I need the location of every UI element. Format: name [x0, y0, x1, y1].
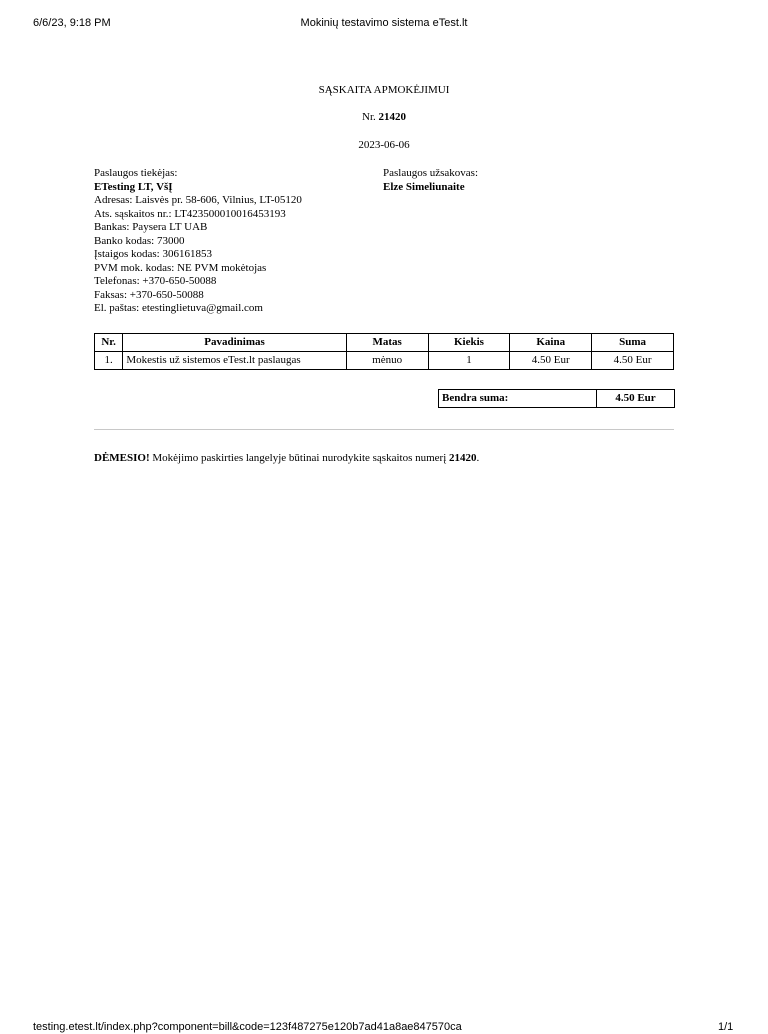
items-table-header: [95, 334, 674, 352]
supplier-bank-code: Banko kodas: 73000: [94, 234, 185, 247]
col-header-unit: Matas: [346, 334, 428, 352]
supplier-label: Paslaugos tiekėjas:: [94, 167, 178, 179]
supplier-vat: PVM mok. kodas: NE PVM mokėtojas: [94, 261, 267, 274]
print-page-title: Mokinių testavimo sistema eTest.lt: [300, 17, 468, 29]
notice-number: 21420: [449, 452, 477, 464]
customer-block: [383, 167, 478, 194]
divider: [94, 429, 674, 430]
invoice-number-line: [94, 111, 674, 124]
total-value: 4.50 Eur: [597, 390, 675, 408]
invoice-title: SĄSKAITA APMOKĖJIMUI: [318, 84, 450, 96]
payment-notice: [94, 452, 479, 465]
col-header-name: Pavadinimas: [123, 334, 346, 352]
cell-name: Mokestis už sistemos eTest.lt paslaugas: [123, 352, 346, 370]
table-row: [95, 352, 674, 370]
col-header-quantity: Kiekis: [428, 334, 510, 352]
invoice-number: 21420: [378, 111, 406, 123]
supplier-company-code: Įstaigos kodas: 306161853: [94, 248, 212, 260]
col-header-price: Kaina: [510, 334, 592, 352]
print-page-number: 1/1: [718, 1021, 734, 1033]
supplier-phone: Telefonas: +370-650-50088: [94, 275, 217, 287]
supplier-block: [94, 167, 302, 316]
supplier-fax: Faksas: +370-650-50088: [94, 288, 204, 301]
customer-label: Paslaugos užsakovas:: [383, 167, 479, 179]
supplier-name: ETesting LT, VšĮ: [94, 180, 173, 193]
items-table: [94, 333, 674, 370]
notice-strong: DĖMESIO!: [94, 452, 150, 464]
col-header-nr: Nr.: [95, 334, 123, 352]
col-header-sum: Suma: [592, 334, 674, 352]
cell-nr: 1.: [95, 352, 123, 370]
supplier-bank: Bankas: Paysera LT UAB: [94, 221, 208, 233]
print-datetime: 6/6/23, 9:18 PM: [33, 17, 111, 29]
cell-price: 4.50 Eur: [510, 352, 592, 370]
supplier-account: Ats. sąskaitos nr.: LT423500010016453193: [94, 207, 286, 220]
print-url: testing.etest.lt/index.php?component=bill&code=123f487275e120b7ad41a8ae847570ca: [33, 1021, 462, 1033]
supplier-email: El. paštas: etestinglietuva@gmail.com: [94, 302, 263, 314]
notice-text: Mokėjimo paskirties langelyje būtinai nurodykite sąskaitos numerį: [149, 452, 450, 464]
total-table: [438, 389, 675, 408]
invoice-date: 2023-06-06: [358, 139, 410, 151]
customer-name: Elze Simeliunaite: [383, 180, 465, 193]
cell-unit: mėnuo: [346, 352, 428, 370]
supplier-address: Adresas: Laisvės pr. 58-606, Vilnius, LT-05120: [94, 194, 302, 206]
cell-sum: 4.50 Eur: [592, 352, 674, 370]
notice-end: .: [476, 452, 480, 464]
total-label: Bendra suma:: [439, 390, 597, 408]
invoice-number-label: Nr.: [362, 111, 376, 123]
cell-quantity: 1: [428, 352, 510, 370]
